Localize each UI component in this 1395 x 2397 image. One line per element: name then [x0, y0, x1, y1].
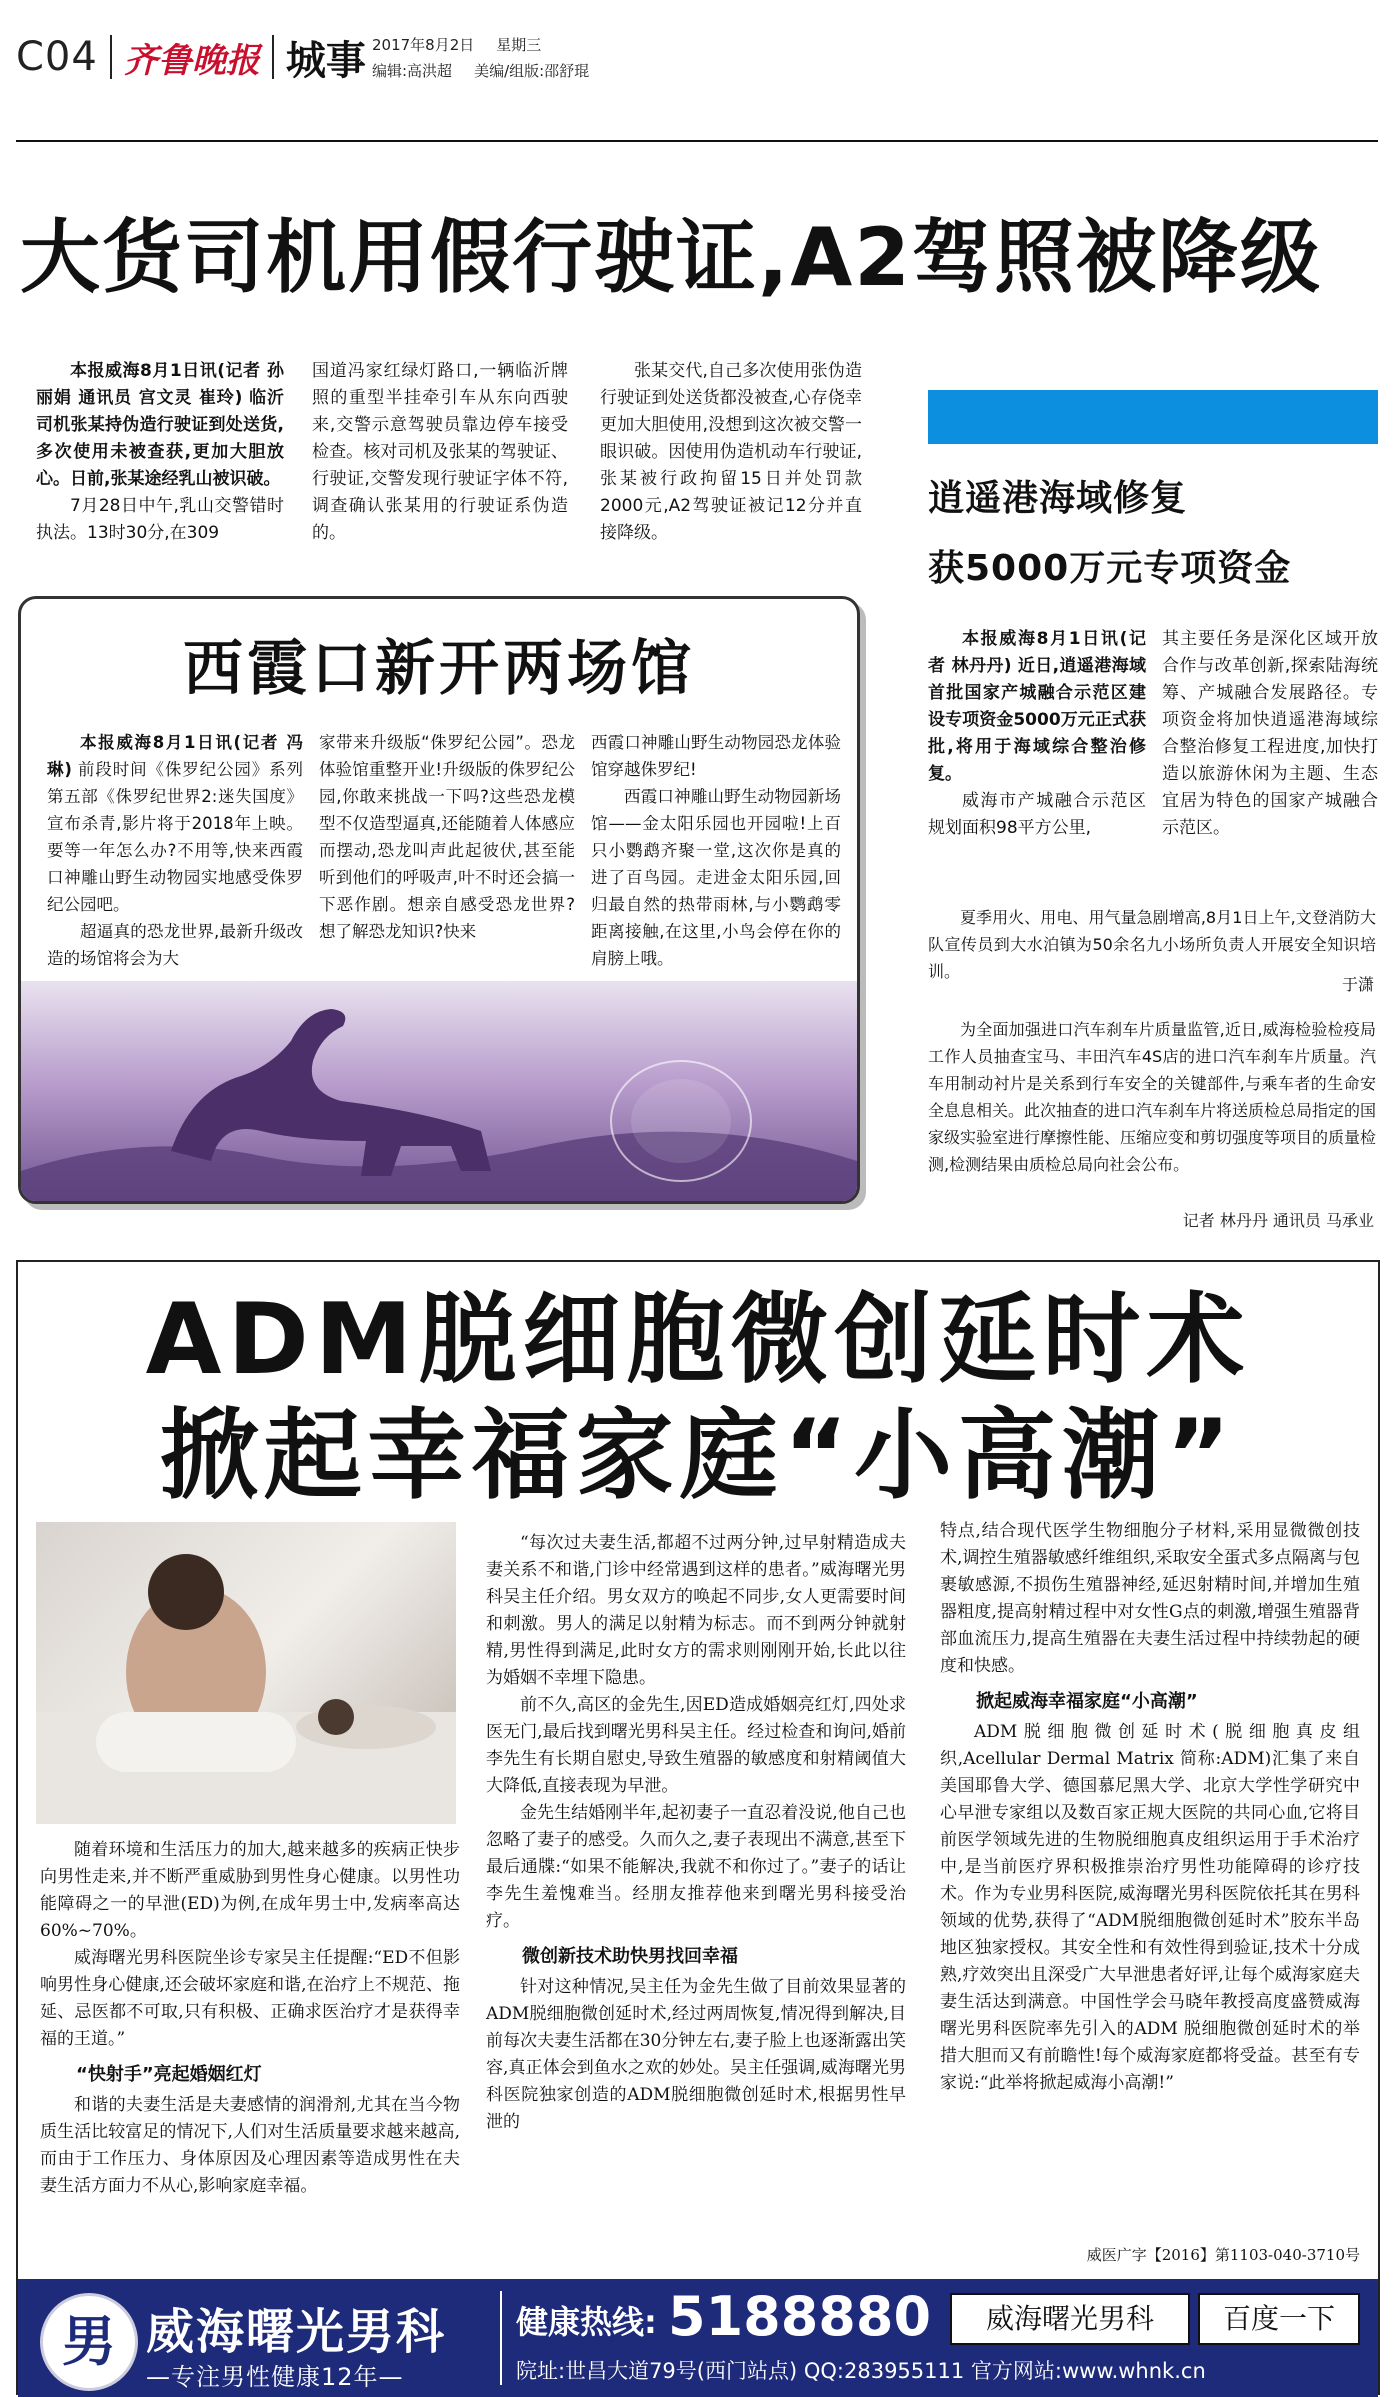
dinosaur-silhouette-image: [21, 981, 857, 1204]
paragraph: 为全面加强进口汽车刹车片质量监管,近日,威海检验检疫局工作人员抽查宝马、丰田汽车4S店的进口汽车刹车片质量。汽车用制动衬片是关系到行车安全的关键部件,与乘车者的生命安全息息相关。此次抽查的进口汽车刹车片将送质检总局指定的国家级实验室进行摩擦性能、压缩应变和剪切强度等项目的质量检测,检测结果由质检总局向社会公布。: [928, 1020, 1377, 1174]
paragraph: 本报威海8月1日讯(记者 孙丽娟 通讯员 宫文灵 崔玲) 临沂司机张某持伪造行驶证到处送货,多次使用未被查获,更加大胆放心。日前,张某途经乳山被识破。: [36, 361, 284, 489]
ad-column-1: [40, 1837, 460, 2200]
ad-column-3: [940, 1518, 1360, 2097]
hospital-address: 院址:世昌大道79号(西门站点) QQ:283955111 官方网站:www.whnk.cn: [516, 2359, 1206, 2383]
paragraph: 威海市产城融合示范区规划面积98平方公里,: [928, 791, 1146, 838]
hospital-slogan: —专注男性健康12年—: [146, 2363, 404, 2391]
feature-title: 西霞口新开两场馆: [183, 634, 695, 704]
issue-weekday: 星期三: [496, 36, 542, 54]
paragraph: 其主要任务是深化区域开放合作与改革创新,探索陆海统筹、产城融合发展路径。专项资金将加快逍遥港海域综合整治修复工程进度,加快打造以旅游休闲为主题、生态宜居为特色的国家产城融合示范区。: [1162, 629, 1378, 838]
feature-column-3: [591, 729, 841, 972]
page-number: C04: [16, 34, 98, 80]
feature-column-2: [319, 729, 575, 945]
lead-column-3: [600, 358, 862, 547]
paragraph: 针对这种情况,吴主任为金先生做了目前效果显著的ADM脱细胞微创延时术,经过两周恢复,情况得到解决,目前每次夫妻生活都在30分钟左右,妻子脸上也逐渐露出笑容,真正体会到鱼水之欢的妙处。吴主任强调,威海曙光男科医院独家创造的ADM脱细胞微创延时术,根据男性早泄的: [486, 1977, 906, 2132]
editor-credit: 编辑:高洪超: [372, 62, 453, 80]
ad-subheading: “快射手”亮起婚姻红灯: [76, 2064, 262, 2085]
brief-brake-inspection: [928, 1016, 1376, 1178]
divider: [110, 35, 112, 79]
paragraph: 超逼真的恐龙世界,最新升级改造的场馆将会为大: [47, 922, 303, 968]
paragraph: 金先生结婚刚半年,起初妻子一直忍着没说,他自己也忽略了妻子的感受。久而久之,妻子表现出不满意,甚至下最后通牒:“如果不能解决,我就不和你过了。”妻子的话让李先生羞愧难当。经朋友推荐他来到曙光男科接受治疗。: [486, 1803, 906, 1931]
lead-column-1: [36, 358, 284, 547]
ad-footer-bar: [18, 2279, 1378, 2397]
hotline-number: 5188880: [668, 2285, 932, 2348]
ad-headline-1: ADM脱细胞微创延时术: [145, 1283, 1251, 1397]
lead-headline: 大货司机用假行驶证,A2驾照被降级: [20, 211, 1322, 304]
search-box: 威海曙光男科: [950, 2293, 1190, 2345]
byline: 本报威海8月1日讯(记者 冯琳): [47, 733, 303, 779]
ad-column-2: [486, 1530, 906, 2136]
ad-headline-2: 掀起幸福家庭“小高潮”: [159, 1399, 1237, 1513]
paragraph: 前不久,高区的金先生,因ED造成婚姻亮红灯,四处求医无门,最后找到曙光男科吴主任。经过检查和询问,婚前李先生有长期自慰史,导致生殖器的敏感度和射精阈值大大降低,直接表现为早泄。: [486, 1695, 906, 1796]
feature-box: [18, 596, 860, 1204]
side-headline-1: 逍遥港海域修复: [928, 478, 1188, 519]
paragraph: 家带来升级版“侏罗纪公园”。恐龙体验馆重整开业!升级版的侏罗纪公园,你敢来挑战一下吗?这些恐龙模型不仅造型逼真,还能随着人体感应而摆动,恐龙叫声此起彼伏,甚至能听到他们的呼吸声,叶不时还会搞一下恶作剧。想亲自感受恐龙世界?想了解恐龙知识?快来: [319, 733, 575, 941]
divider: [500, 2291, 502, 2385]
side-headline-2: 获5000万元专项资金: [928, 548, 1292, 589]
ad-subheading: 微创新技术助快男找回幸福: [522, 1946, 738, 1967]
paragraph: 张某交代,自己多次使用张伪造行驶证到处送货都没被查,心存侥幸更加大胆使用,没想到这次被交警一眼识破。因使用伪造机动车行驶证,张某被行政拘留15日并处罚款2000元,A2驾驶证被记12分并直接降级。: [600, 361, 862, 543]
feature-column-1: [47, 729, 303, 972]
paragraph: 和谐的夫妻生活是夫妻感情的润滑剂,尤其在当今物质生活比较富足的情况下,人们对生活质量要求越来越高,而由于工作压力、身体原因及心理因素等造成男性在夫妻生活方面力不从心,影响家庭幸福。: [40, 2095, 460, 2196]
search-button: 百度一下: [1198, 2293, 1360, 2345]
hospital-name: 威海曙光男科: [146, 2304, 447, 2360]
hotline-label: 健康热线:: [516, 2303, 657, 2341]
hospital-logo: [40, 2293, 138, 2391]
paragraph: “每次过夫妻生活,都超不过两分钟,过早射精造成夫妻关系不和谐,门诊中经常遇到这样的患者。”威海曙光男科吴主任介绍。男女双方的唤起不同步,女人更需要时间和刺激。男人的满足以射精为标志。而不到两分钟就射精,男性得到满足,此时女方的需求则刚刚开始,长此以往为婚姻不幸埋下隐患。: [486, 1533, 906, 1688]
dinosaur-illustration: [21, 981, 857, 1204]
couple-bed-image: [36, 1522, 456, 1824]
paragraph: 西霞口神雕山野生动物园新场馆——金太阳乐园也开园啦!上百只小鹦鹉齐聚一堂,这次你是真的进了百鸟园。走进金太阳乐园,回归最自然的热带雨林,与小鹦鹉零距离接触,在这里,小鸟会停在你的肩膀上哦。: [591, 787, 841, 968]
masthead: [16, 28, 366, 86]
paragraph: 西霞口神雕山野生动物园恐龙体验馆穿越侏罗纪!: [591, 733, 841, 779]
design-credit: 美编/组版:邵舒琨: [474, 62, 590, 80]
paragraph: 7月28日中午,乳山交警错时执法。13时30分,在309: [36, 496, 284, 543]
side-column-2: [1162, 626, 1378, 842]
ad-subheading: 掀起威海幸福家庭“小高潮”: [976, 1691, 1198, 1712]
side-color-bar: [928, 390, 1378, 444]
couple-photo: [36, 1522, 456, 1824]
newspaper-logo: 齐鲁晚报: [123, 40, 260, 81]
header-meta: [372, 32, 611, 84]
paragraph: 特点,结合现代医学生物细胞分子材料,采用显微微创技术,调控生殖器敏感纤维组织,采取安全蛋式多点隔离与包裹敏感源,不损伤生殖器神经,延迟射精时间,并增加生殖器粗度,提高射精过程中对女性G点的刺激,增强生殖器背部血流压力,提高生殖器在夫妻生活过程中持续勃起的硬度和快感。: [940, 1521, 1360, 1676]
paragraph: 威海曙光男科医院坐诊专家吴主任提醒:“ED不但影响男性身心健康,还会破坏家庭和谐,在治疗上不规范、拖延、忌医都不可取,只有积极、正确求医治疗才是获得幸福的王道。”: [40, 1948, 460, 2049]
lead-column-2: [312, 358, 568, 547]
issue-date: 2017年8月2日: [372, 36, 475, 54]
paragraph: 夏季用火、用电、用气量急剧增高,8月1日上午,文登消防大队宣传员到大水泊镇为50余名九小场所负责人开展安全知识培训。: [928, 908, 1376, 981]
brief-byline: 记者 林丹丹 通讯员 马承业: [1182, 1211, 1374, 1230]
advertisement: [16, 1260, 1380, 2395]
divider: [272, 35, 274, 79]
paragraph: 本报威海8月1日讯(记者 林丹丹) 近日,逍遥港海域首批国家产城融合示范区建设专项资金5000万元正式获批,将用于海域综合整治修复。: [928, 629, 1146, 784]
side-column-1: [928, 626, 1146, 842]
paragraph: ADM脱细胞微创延时术(脱细胞真皮组织,Acellular Dermal Matrix 简称:ADM)汇集了来自美国耶鲁大学、德国慕尼黑大学、北京大学性学研究中心早泄专家组以及数百家正规大医院的共同心血,它将目前医学领域先进的生物脱细胞真皮组织运用于手术治疗中,是当前医疗界积极推崇治疗男性功能障碍的诊疗技术。作为专业男科医院,威海曙光男科医院依托其在男科领域的优势,获得了“ADM脱细胞微创延时术”胶东半岛地区独家授权。其安全性和有效性得到验证,技术十分成熟,疗效突出且深受广大早泄患者好评,让每个威海家庭夫妻生活达到满意。中国性学会马晓年教授高度盛赞威海曙光男科医院率先引入的ADM 脱细胞微创延时术的举措大胆而又有前瞻性!每个威海家庭都将受益。甚至有专家说:“此举将掀起威海小高潮!”: [940, 1722, 1360, 2093]
paragraph: 随着环境和生活压力的加大,越来越多的疾病正快步向男性走来,并不断严重威胁到男性身心健康。以男性功能障碍之一的早泄(ED)为例,在成年男士中,发病率高达60%~70%。: [40, 1840, 460, 1941]
brief-byline: 于潇: [1341, 975, 1374, 994]
ad-license: 威医广字【2016】第1103-040-3710号: [1086, 2246, 1360, 2264]
paragraph: 前段时间《侏罗纪公园》系列第五部《侏罗纪世界2:迷失国度》宣布杀青,影片将于2018年上映。要等一年怎么办?不用等,快来西霞口神雕山野生动物园实地感受侏罗纪公园吧。: [47, 760, 304, 914]
header-rule: [16, 140, 1378, 142]
paragraph: 国道冯家红绿灯路口,一辆临沂牌照的重型半挂牵引车从东向西驶来,交警示意驾驶员靠边停车接受检查。核对司机及张某的驾驶证、行驶证,交警发现行驶证字体不符,调查确认张某用的行驶证系伪造的。: [312, 361, 568, 543]
logo-glyph: 男: [62, 2310, 116, 2373]
section-title: 城事: [285, 37, 366, 84]
